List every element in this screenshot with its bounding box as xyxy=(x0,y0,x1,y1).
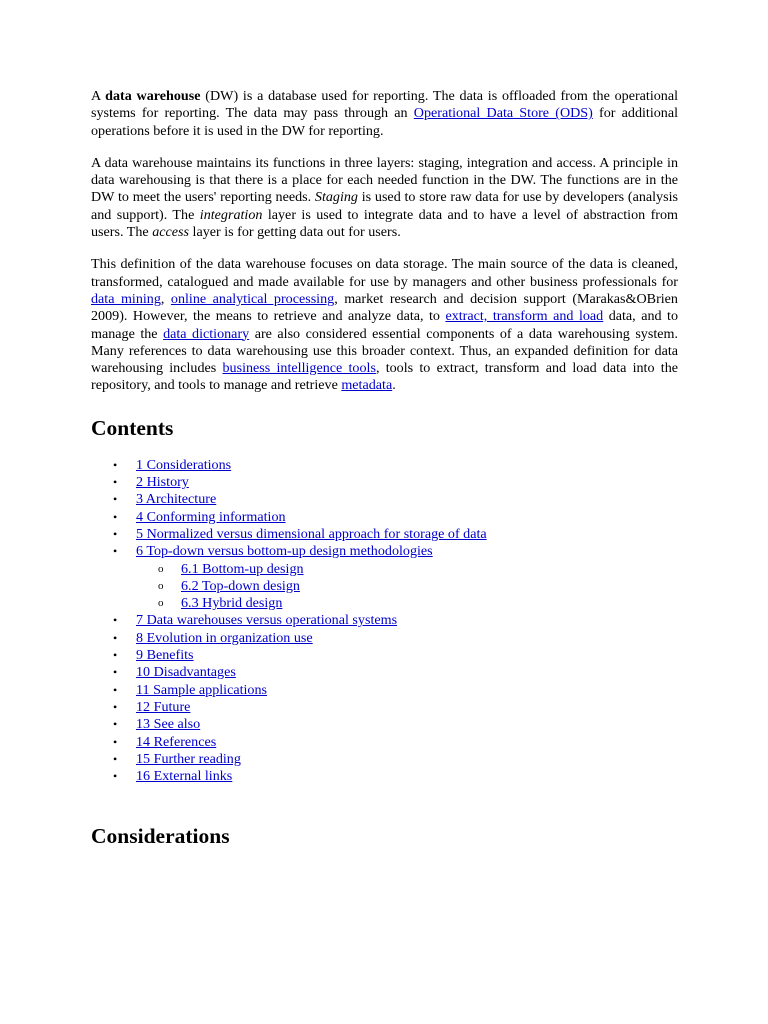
toc-subitem-top-down-design xyxy=(91,578,678,595)
bullet-icon: • xyxy=(113,717,118,732)
text-run: is used to store raw data for use by developers (analysis and support). The xyxy=(91,189,678,223)
toc-link[interactable]: 3 Architecture xyxy=(136,491,217,508)
bullet-icon: • xyxy=(113,682,118,697)
text-run: (DW) is a database used for reporting. The data is offloaded from the operational systems for reporting. The data may pass through an xyxy=(91,88,678,122)
bullet-icon: • xyxy=(113,769,118,784)
bullet-icon: • xyxy=(113,734,118,749)
toc-link[interactable]: 8 Evolution in organization use xyxy=(136,629,313,646)
circle-bullet-icon: o xyxy=(158,597,164,610)
toc-item-sample-applications xyxy=(91,682,678,699)
link-online-analytical-processing[interactable]: online analytical processing xyxy=(170,290,335,307)
bullet-icon: • xyxy=(113,613,118,628)
text-run: . xyxy=(392,377,396,394)
toc-item-external-links xyxy=(91,768,678,785)
intro-paragraph-1 xyxy=(91,88,678,140)
toc-link[interactable]: 1 Considerations xyxy=(136,456,232,473)
toc-link[interactable]: 9 Benefits xyxy=(136,647,194,664)
text-run: This definition of the data warehouse focuses on data storage. The main source of the data is cleaned, transformed, catalogued and made available for use by managers and other business professionals for xyxy=(91,256,678,290)
contents-heading: Contents xyxy=(91,415,174,440)
circle-bullet-icon: o xyxy=(158,562,164,575)
text-run: , xyxy=(160,290,171,307)
toc-link[interactable]: 6.2 Top-down design xyxy=(181,577,300,594)
toc-item-conforming-information xyxy=(91,509,678,526)
italic-term-access: access xyxy=(152,224,189,241)
text-run: data, and to manage the xyxy=(91,308,678,342)
toc-subitem-hybrid-design xyxy=(91,595,678,612)
toc-link[interactable]: 11 Sample applications xyxy=(136,681,267,698)
text-run: layer is for getting data out for users. xyxy=(189,224,401,241)
toc-link[interactable]: 2 History xyxy=(136,474,189,491)
toc-item-normalized-vs-dimensional xyxy=(91,526,678,543)
bullet-icon: • xyxy=(113,492,118,507)
bullet-icon: • xyxy=(113,699,118,714)
toc-item-disadvantages xyxy=(91,664,678,681)
toc-item-history xyxy=(91,474,678,491)
toc-link[interactable]: 6.3 Hybrid design xyxy=(181,595,283,612)
circle-bullet-icon: o xyxy=(158,579,164,592)
italic-term-integration: integration xyxy=(199,206,263,223)
intro-paragraph-2 xyxy=(91,155,678,241)
bullet-icon: • xyxy=(113,509,118,524)
bullet-icon: • xyxy=(113,457,118,472)
bold-term-data-warehouse: data warehouse xyxy=(105,88,201,104)
toc-item-references xyxy=(91,734,678,751)
document-page xyxy=(91,88,678,849)
link-operational-data-store[interactable]: Operational Data Store (ODS) xyxy=(413,105,593,122)
toc-link[interactable]: 4 Conforming information xyxy=(136,508,286,525)
toc-item-evolution xyxy=(91,630,678,647)
link-data-mining[interactable]: data mining xyxy=(91,290,161,307)
toc-subitem-bottom-up-design xyxy=(91,561,678,578)
link-business-intelligence-tools[interactable]: business intelligence tools xyxy=(222,360,376,377)
bullet-icon: • xyxy=(113,648,118,663)
link-data-dictionary[interactable]: data dictionary xyxy=(163,325,250,342)
toc-item-architecture xyxy=(91,491,678,508)
toc-item-see-also xyxy=(91,716,678,733)
toc-item-further-reading xyxy=(91,751,678,768)
intro-paragraph-3 xyxy=(91,256,678,394)
text-run: , market research and decision support (Marakas&OBrien 2009). However, the means to retrieve and analyze data, to xyxy=(91,290,678,325)
text-run: layer is used to integrate data and to have a level of abstraction from users. The xyxy=(91,206,679,241)
bullet-icon: • xyxy=(113,665,118,680)
bullet-icon: • xyxy=(113,526,118,541)
toc-item-dw-vs-operational xyxy=(91,612,678,629)
text-run: A data warehouse maintains its functions in three layers: staging, integration and access. A principle in data warehousing is that there is a place for each needed function in the DW. The functions are in the DW to meet the users' reporting needs. xyxy=(91,154,678,206)
toc-link[interactable]: 13 See also xyxy=(136,716,201,733)
bullet-icon: • xyxy=(113,544,118,559)
text-run: A xyxy=(91,88,106,104)
toc-item-considerations xyxy=(91,457,678,474)
toc-item-benefits xyxy=(91,647,678,664)
toc-link[interactable]: 5 Normalized versus dimensional approach for storage of data xyxy=(136,525,487,542)
toc-item-top-down-vs-bottom-up xyxy=(91,543,678,560)
bullet-icon: • xyxy=(113,751,118,766)
considerations-heading: Considerations xyxy=(91,824,230,849)
toc-item-future xyxy=(91,699,678,716)
toc-link[interactable]: 16 External links xyxy=(136,768,233,785)
link-extract-transform-load[interactable]: extract, transform and load xyxy=(445,308,604,325)
bullet-icon: • xyxy=(113,475,118,490)
toc-link[interactable]: 14 References xyxy=(136,733,217,750)
toc-link[interactable]: 6.1 Bottom-up design xyxy=(181,560,304,577)
toc-link[interactable]: 6 Top-down versus bottom-up design methodologies xyxy=(136,543,433,560)
toc-link[interactable]: 10 Disadvantages xyxy=(136,664,236,681)
table-of-contents xyxy=(91,457,678,786)
text-run: , tools to extract, transform and load data into the repository, and tools to manage and retrieve xyxy=(91,360,678,394)
toc-link[interactable]: 12 Future xyxy=(136,698,191,715)
link-metadata[interactable]: metadata xyxy=(341,377,393,394)
italic-term-staging: Staging xyxy=(314,189,358,206)
text-run: for additional operations before it is used in the DW for reporting. xyxy=(91,105,679,139)
toc-link[interactable]: 15 Further reading xyxy=(136,750,241,767)
bullet-icon: • xyxy=(113,630,118,645)
text-run: are also considered essential components of a data warehousing system. Many references to data warehousing use this broader context. Thus, an expanded definition for data warehousing includes xyxy=(91,325,678,377)
toc-link[interactable]: 7 Data warehouses versus operational systems xyxy=(136,612,398,629)
